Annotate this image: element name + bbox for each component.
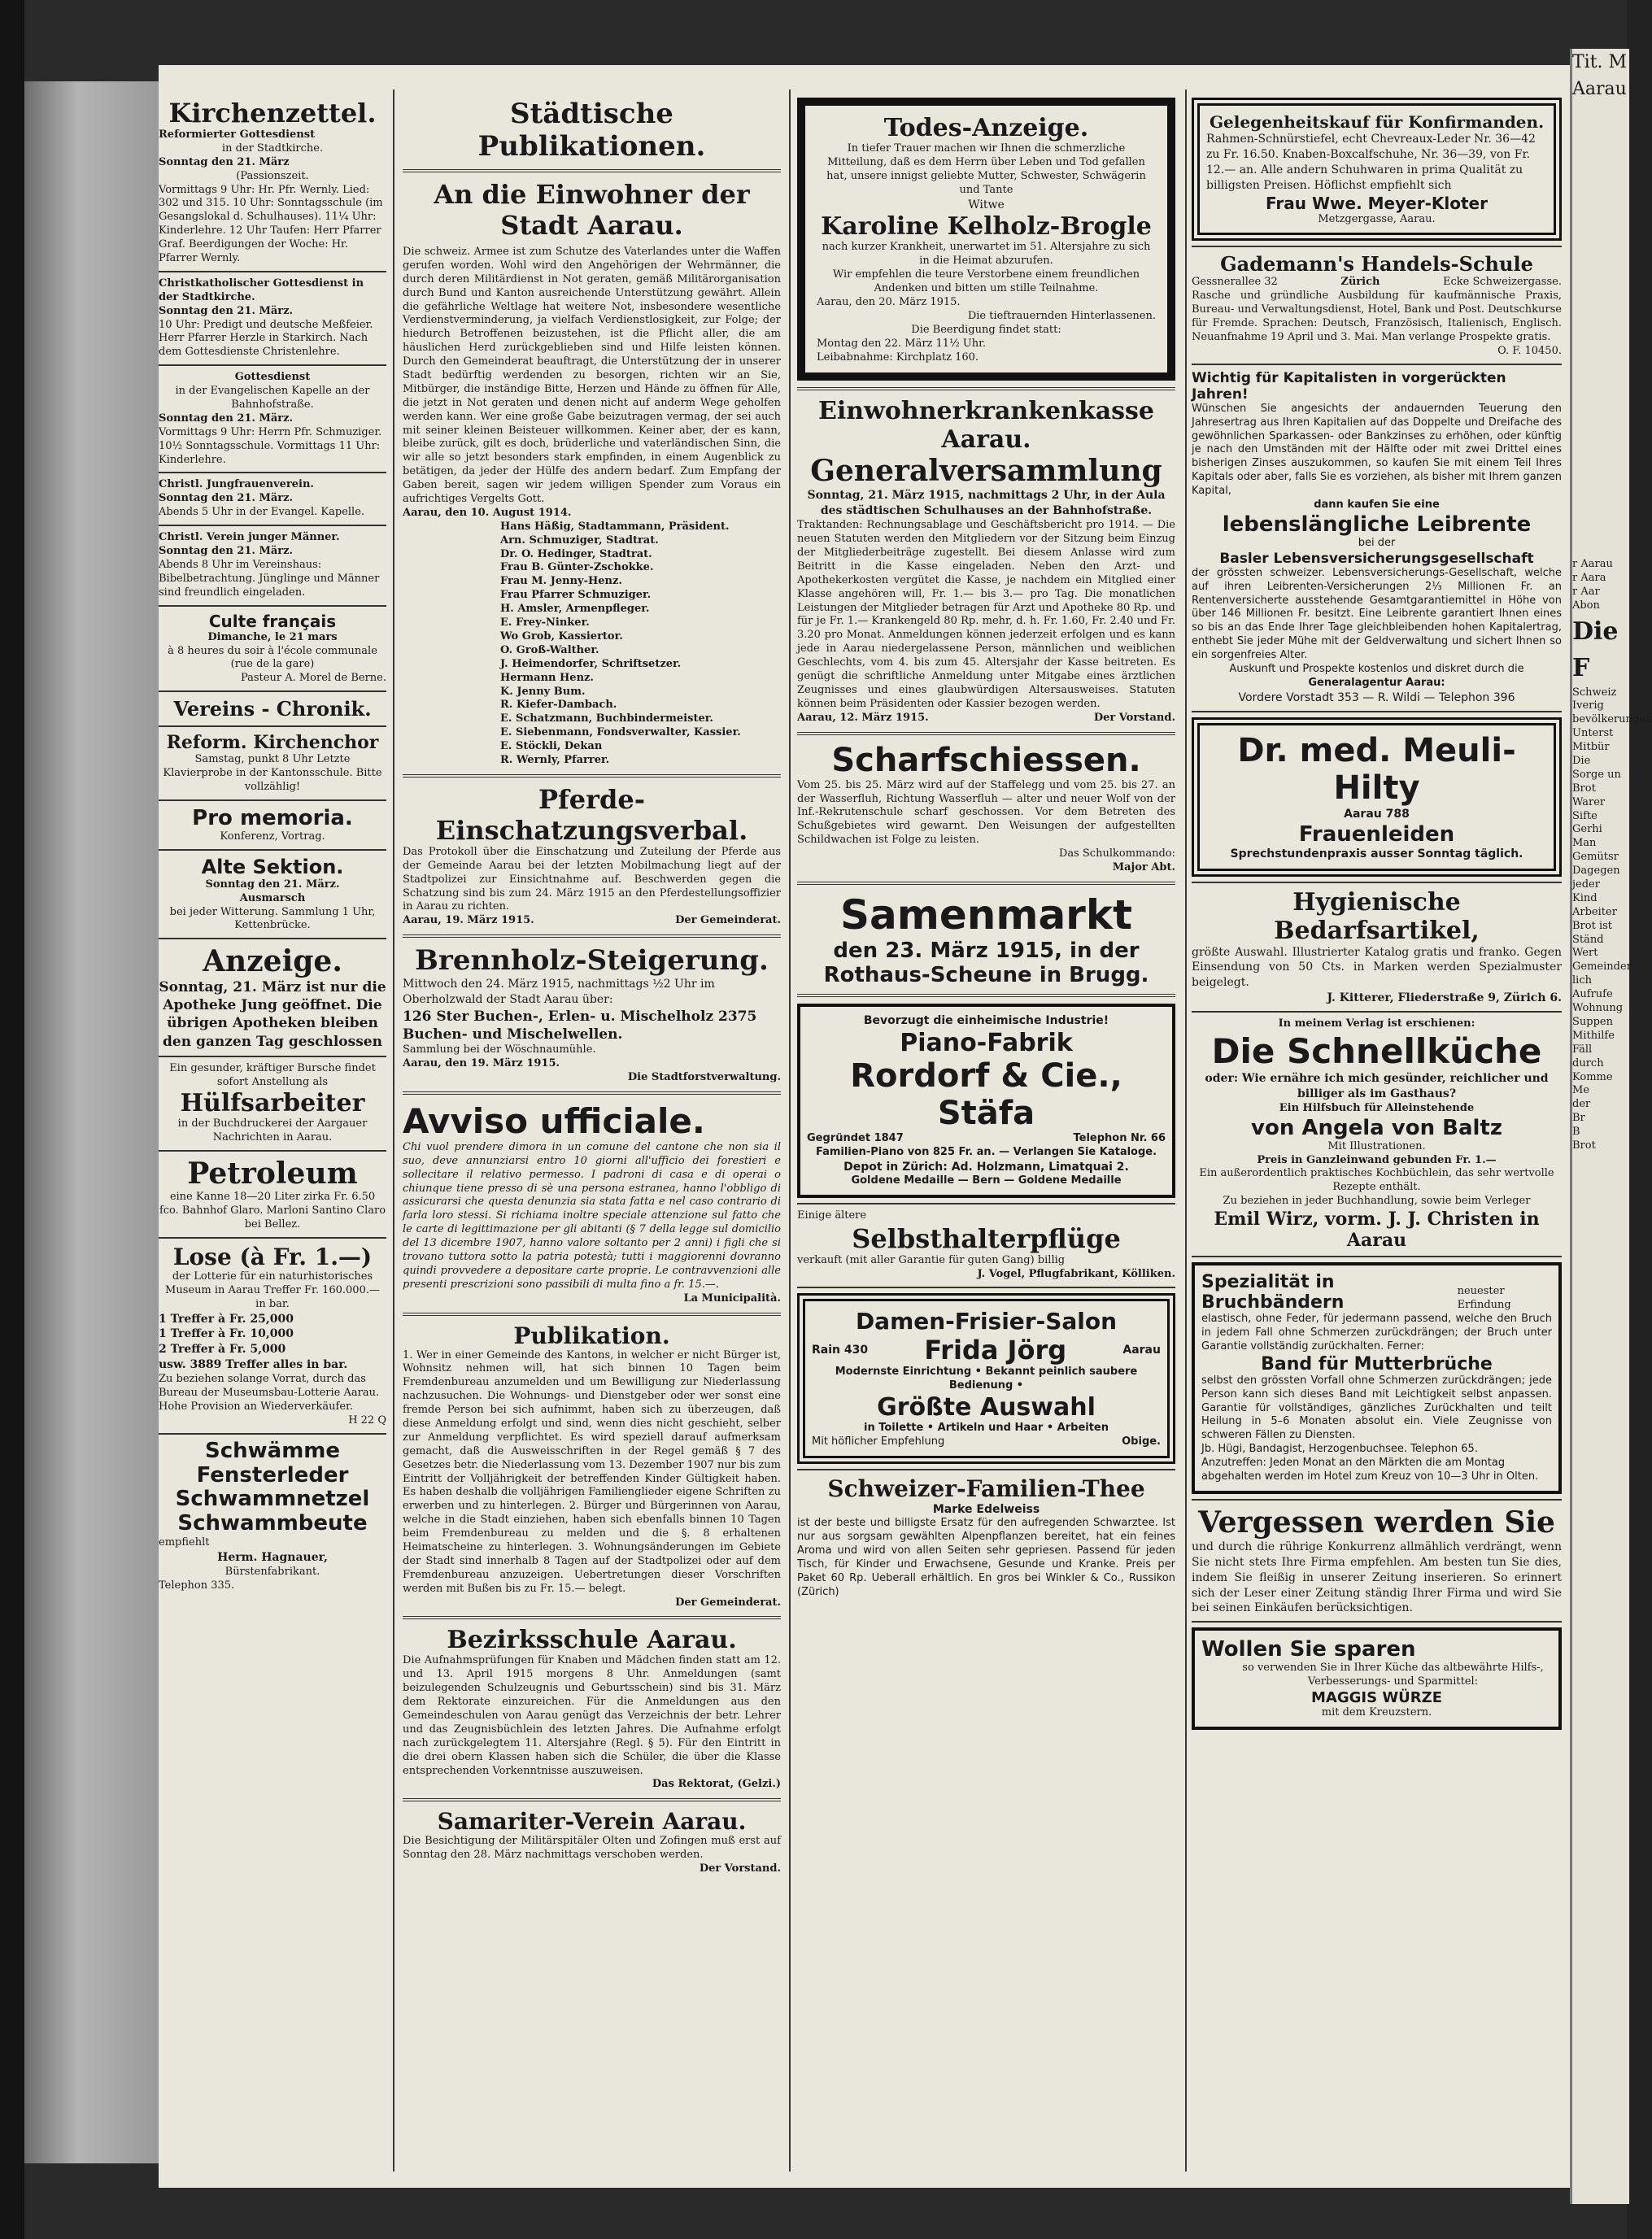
td-title: Todes-Anzeige. xyxy=(883,114,1089,142)
gd-date: Sonntag den 21. März. xyxy=(159,412,294,425)
np-line: der xyxy=(1572,1098,1591,1111)
jm-date: Sonntag den 21. März. xyxy=(159,545,294,558)
np-line: Suppen xyxy=(1572,1015,1613,1028)
jv-date: Sonntag den 21. März. xyxy=(159,492,294,505)
lose-row: 1 Treffer à Fr. 25,000 xyxy=(159,1312,294,1326)
gk-sig2: Metzgergasse, Aarau. xyxy=(1318,212,1436,225)
jm-body: Abends 8 Uhr im Vereinshaus: Bibelbetrachtung. Jünglinge und Männer sind freundlich eingeladen. xyxy=(159,558,380,599)
hilf-title: Hülfsarbeiter xyxy=(180,1089,365,1118)
gd-body2: Vormittags 9 Uhr: Herrn Pfr. Schmuziger. 10½ Sonntagsschule. Vormittags 11 Uhr: Kinderlehre. xyxy=(159,425,382,466)
np-line: B xyxy=(1572,1126,1580,1139)
vw-title: Vergessen werden Sie xyxy=(1198,1505,1555,1540)
bs-body: Die Aufnahmsprüfungen für Knaben und Mädchen finden statt am 12. und 13. April 1915 morgens 8 Uhr. Anmeldungen (samt beizulegenden Schulzeugnis und Geburtsschein) sind bis 31. März dem Rektorate einzureichen. Für die Anmeldungen aus den Gemeindeschulen von Aarau genügt das Verzeichnis der betr. Lehrer und das Zeugnisbüchlein des letzten Jahres. Die Aufnahme erfolgt nach zurückgelegtem 11. Altersjahre (Regl. § 5). Für den Eintritt in die drei obern Klassen haben sich die Schüler, die über die Klasse entsprechenden Vorkenntnisse auszuweisen. xyxy=(403,1654,781,1777)
np-line: Komme xyxy=(1572,1070,1613,1083)
vw-body: und durch die rührige Konkurrenz allmählich verdrängt, wenn Sie nicht stets Ihre Firma empfehlen. Am besten tun Sie dies, indem Sie fleißig in unserer Zeitung inserieren. So erinnert sich der Leser einer Zeitung ständig Ihrer Firma und wird Sie bei seinen Einkäufen berücksichtigen. xyxy=(1192,1540,1562,1615)
lose-row: usw. 3889 Treffer alles in bar. xyxy=(159,1358,348,1372)
ft-sub: Marke Edelweiss xyxy=(932,1502,1040,1516)
bh-body: Mittwoch den 24. März 1915, nachmittags ½2 Uhr im Oberholzwald der Stadt Aarau über: xyxy=(403,978,715,1007)
lose-title: Lose (à Fr. 1.—) xyxy=(172,1243,373,1270)
bh-sig: Die Stadtforstverwaltung. xyxy=(627,1070,781,1083)
np-line: Gemütsr xyxy=(1572,851,1619,864)
ws-title: Wollen Sie sparen xyxy=(1201,1637,1416,1662)
truss-ad xyxy=(1192,1262,1562,1494)
pf-name: Rordorf & Cie., Stäfa xyxy=(850,1056,1122,1132)
ft-body: ist der beste und billigste Ersatz für den aufregenden Schwarztee. Ist nur aus sorgsam gewählten Alpenpflanzen bereitet, hat ein feines Aroma und wird von allen Seiten sehr gepriesen. Passend für jeden Tisch, für Kinder und Erwachsene, Gesunde und Kranke. Preis per Paket 60 Rp. Ueberall erhältlich. En gros bei Winkler & Co., Russikon (Zürich) xyxy=(797,1517,1175,1598)
np-line: lich xyxy=(1572,974,1592,987)
schw-line: Schwammbeute xyxy=(177,1511,368,1536)
pf-title: Pferde-Einschatzungsverbal. xyxy=(435,783,748,846)
column-3 xyxy=(797,98,1175,2171)
ds-line3: Mit höflicher Empfehlung xyxy=(812,1435,945,1448)
lose-body: der Lotterie für ein naturhistorisches Museum in Aarau Treffer Fr. 160.000.— in bar. xyxy=(165,1270,380,1310)
np-line: Brot xyxy=(1572,782,1596,795)
schw-line: Fensterleder xyxy=(196,1462,349,1488)
ds-name: Frida Jörg xyxy=(924,1334,1067,1366)
hs-title: Gademann's Handels-Schule xyxy=(1220,252,1533,277)
an-date: Aarau, den 10. August 1914. xyxy=(403,506,572,519)
ref-body: Vormittags 9 Uhr: Hr. Pfr. Wernly. Lied: 302 und 315. 10 Uhr: Sonntagsschule (im Gesangslokal d. Schulhauses). 11¼ Uhr: Kinderlehre. 12 Uhr Taufen: Herr Pfarrer Graf. Beerdigungen der Woche: Hr. Pfarrer Wernly. xyxy=(159,183,383,265)
gv-when: Sonntag, 21. März 1915, nachmittags 2 Uhr, in der Aula des städtischen Schulhauses an der Bahnhofstraße. xyxy=(807,489,1166,518)
next-page-edge xyxy=(1570,49,1652,2204)
an-name: Wo Grob, Kassiertor. xyxy=(500,629,623,643)
np-line: r Aar xyxy=(1572,585,1600,598)
doctor-ad xyxy=(1192,717,1562,877)
ref-sub: (Passionszeit. xyxy=(236,169,309,182)
np-line: durch xyxy=(1572,1056,1604,1069)
hs-c: Zürich xyxy=(1340,276,1380,289)
gv-title: Generalversammlung xyxy=(810,454,1162,489)
np-line: Schweiz xyxy=(1572,686,1617,699)
np-line: Arbeiter xyxy=(1572,905,1617,918)
bh-body3: Sammlung bei der Wöschnaumühle. xyxy=(403,1043,596,1056)
bh-body2: 126 Ster Buchen-, Erlen- u. Mischelholz 2375 Buchen- und Mischelwellen. xyxy=(403,1008,757,1043)
td-bur3: Leibabnahme: Kirchplatz 160. xyxy=(817,351,979,364)
td-sig: Die tieftrauernden Hinterlassenen. xyxy=(967,309,1156,322)
sk-body3: Zu beziehen in jeder Buchhandlung, sowie beim Verleger xyxy=(1223,1195,1531,1208)
bh-title: Brennholz-Steigerung. xyxy=(415,944,769,978)
gv-sig: Der Vorstand. xyxy=(1093,711,1175,724)
sk-pre: In meinem Verlag ist erschienen: xyxy=(1278,1017,1475,1030)
gd-title: Gottesdienst xyxy=(234,371,311,384)
td-bur2: Montag den 22. März 11½ Uhr. xyxy=(817,337,987,350)
bs-sig: Das Rektorat, (Gelzi.) xyxy=(652,1778,781,1791)
pm-body: Konferenz, Vortrag. xyxy=(220,830,325,843)
kp-bei: bei der xyxy=(1358,536,1396,549)
an-name: Frau M. Jenny-Henz. xyxy=(500,575,622,588)
np-line: r Aarau xyxy=(1572,558,1613,570)
mh-body: Sprechstundenpraxis ausser Sonntag täglich. xyxy=(1230,847,1523,860)
an-name: K. Jenny Bum. xyxy=(500,685,586,698)
gk-sig: Frau Wwe. Meyer-Kloter xyxy=(1266,193,1488,213)
sk-title: Die Schnellküche xyxy=(1211,1030,1542,1071)
jv-body: Abends 5 Uhr in der Evangel. Kapelle. xyxy=(159,506,365,519)
bb-body2: selbst den grössten Vorfall ohne Schmerzen zurückdrängen; jede Person kann sich dieses Band mit Leichtigkeit selbst anpassen. Garantie für vollständiges, gänzliches Zurückhalten und teilt Heilung in 5–6 Monaten absolut ein. Viele Zeugnisse von schweren Fällen zu Diensten. xyxy=(1201,1374,1552,1442)
pf-est: Gegründet 1847 xyxy=(807,1131,904,1144)
an-name: R. Kiefer-Dambach. xyxy=(500,699,617,712)
kp-body2: der grössten schweizer. Lebensversicherungs-Gesellschaft, welche auf ihren Leibrenten-Versicherungen 2⅓ Millionen Fr. an Rentenversicherte ausstehende Gesamtgarantiemittel in Höhe von über 146 Millionen Fr. besitzt. Eine Leibrente garantiert Ihnen eines so bis an das Ende Ihrer Tage gleichbleibenden hohen Kapitalertrag, enthebt Sie jeder Mühe mit der Geldverwaltung und sichert Ihnen so ein sorgenfreies Alter. xyxy=(1192,566,1562,662)
hs-r: Ecke Schweizergasse. xyxy=(1442,276,1562,289)
an-name: Arn. Schmuziger, Stadtrat. xyxy=(500,534,659,547)
td-date: Aarau, den 20. März 1915. xyxy=(817,296,961,309)
ref-date: Sonntag den 21. März xyxy=(159,155,290,168)
an-name: Hermann Henz. xyxy=(500,671,594,684)
np-line: Aufrufe xyxy=(1572,988,1613,1001)
as-title: Alte Sektion. xyxy=(201,855,344,878)
salon-ad xyxy=(797,1293,1175,1464)
as-date: Sonntag den 21. März. xyxy=(205,878,340,891)
lose-row: 1 Treffer à Fr. 10,000 xyxy=(159,1327,294,1341)
mh-title: Dr. med. Meuli-Hilty xyxy=(1237,731,1516,807)
hb-body: größte Auswahl. Illustrierter Katalog gratis und franko. Gegen Einsendung von 50 Cts. in Marken werden Spezialmuster beigelegt. xyxy=(1192,945,1562,990)
sk-body: Ein Hilfsbuch für Alleinstehende xyxy=(1279,1101,1475,1114)
rk-title: Reform. Kirchenchor xyxy=(166,732,379,754)
hilf-body: in der Buchdruckerei der Aargauer Nachrichten in Aarau. xyxy=(177,1117,368,1144)
column-rule xyxy=(789,89,791,2171)
an-name: Frau B. Günter-Zschokke. xyxy=(500,561,654,574)
petr-title: Petroleum xyxy=(187,1157,358,1191)
column-2 xyxy=(403,98,781,2171)
culte-body: à 8 heures du soir à l'école communale (rue de la gare) xyxy=(168,644,377,671)
av-title: Avviso ufficiale. xyxy=(403,1100,705,1141)
np-line: Brot ist xyxy=(1572,919,1613,932)
td-body3: Wir empfehlen die teure Verstorbene einem freundlichen Andenken und bitten um stille Teilnahme. xyxy=(832,268,1140,295)
kp-big: lebenslängliche Leibrente xyxy=(1222,512,1532,537)
sc-sig2: Major Abt. xyxy=(1112,860,1175,873)
an-name: E. Frey-Ninker. xyxy=(500,616,590,629)
an-name: H. Amsler, Armenpfleger. xyxy=(500,603,650,616)
sk-body2: Ein außerordentlich praktisches Kochbüchlein, das sehr wertvolle Rezepte enthält. xyxy=(1199,1167,1554,1194)
av-body: Chi vuol prendere dimora in un comune del cantone che non sia il suo, deve annunziarsi entro 10 giorni all'ufficio dei forestieri e sollecitare il relativo permesso. I padroni di casa e di operai o chiunque tiene presso di sè una persona estranea, hanno l'obbligo di assicurarsi che questa denunzia sia stata fatta e nel caso contrario di farla loro stessi. Si richiama inoltre speciale attenzione sul fatto che le carte di legittimazione per gli abitanti (§ 7 della legge sul domicilio del 13 dicembre 1907, hanno valore soltanto per 2 anni) i figli che si trovano tuttora sotto la patria potestà; tutti i maggiorenni dovranno quindi provvedere a depositare carte proprie. Le contravvenzioni alle presenti prescrizioni sono passibili di multa fino a fr. 15.—. xyxy=(403,1140,781,1291)
rk-body: Samstag, punkt 8 Uhr Letzte Klavierprobe in der Kantonsschule. Bitte vollzählig! xyxy=(163,753,382,793)
newspaper-page xyxy=(159,65,1570,2188)
hs-body: Rasche und gründliche Ausbildung für kaufmännische Praxis, Bureau- und Verwaltungsdienst, Hotel, Bank und Post. Deutschkurse für Fremde. Sprachen: Deutsch, Französisch, Italienisch, Englisch. Neuanfnahme 19 April und 3. Mai. Man verlange Prospekte gratis. xyxy=(1192,290,1562,344)
sp-sig: J. Vogel, Pflugfabrikant, Kölliken. xyxy=(977,1268,1175,1281)
ref-loc: in der Stadtkirche. xyxy=(221,142,324,155)
sv-body: Die Besichtigung der Militärspitäler Olten und Zofingen muß erst auf Sonntag den 28. März nachmittags verschoben werden. xyxy=(403,1835,781,1862)
hb-title: Hygienische Bedarfsartikel, xyxy=(1274,887,1480,945)
kp-co: Basler Lebensversicherungsgesellschaft xyxy=(1219,550,1534,567)
np-line: Die xyxy=(1572,755,1591,768)
ds-city: Aarau xyxy=(1122,1343,1161,1357)
book-binding xyxy=(0,0,24,2239)
ds-line2: in Toilette • Artikeln und Haar • Arbeiten xyxy=(863,1421,1109,1434)
sm-body: den 23. März 1915, in der Rothaus-Scheune in Brugg. xyxy=(823,938,1149,987)
bh-date: Aarau, den 19. März 1915. xyxy=(403,1057,560,1070)
pubk-sig: Der Gemeinderat. xyxy=(675,1596,781,1609)
maggi-ad xyxy=(1192,1627,1562,1730)
sk-by: von Angela von Baltz xyxy=(1251,1115,1502,1140)
np-line: Dagegen xyxy=(1572,865,1620,878)
np-line: Abon xyxy=(1572,599,1600,612)
sk-sig: Emil Wirz, vorm. J. J. Christen in Aarau xyxy=(1214,1209,1540,1252)
sk-ill: Mit Illustrationen. xyxy=(1327,1139,1426,1152)
pf-title: Piano-Fabrik xyxy=(900,1028,1073,1057)
page-gutter xyxy=(24,81,159,2163)
bb-sig: Jb. Hügi, Bandagist, Herzogenbuchsee. Telephon 65. xyxy=(1201,1443,1478,1456)
jm-title: Christl. Verein junger Männer. xyxy=(159,531,340,544)
hb-sig: J. Kitterer, Fliederstraße 9, Zürich 6. xyxy=(1327,991,1562,1005)
kp-title: Wichtig für Kapitalisten in vorgerückten Jahren! xyxy=(1192,369,1506,403)
ds-rain: Rain 430 xyxy=(812,1343,869,1357)
np-line: Mithilfe xyxy=(1572,1029,1615,1042)
td-body2: nach kurzer Krankheit, unerwartet im 51. Altersjahre zu sich in die Heimat abzurufen. xyxy=(822,241,1151,268)
ws-end: mit dem Kreuzstern. xyxy=(1321,1706,1432,1719)
lose-body2: Zu beziehen solange Vorrat, durch das Bureau der Museumsbau-Lotterie Aarau. Hohe Provision an Wiederverkäufer. xyxy=(159,1373,380,1413)
td-bur: Die Beerdigung findet statt: xyxy=(911,323,1061,336)
gv-body: Traktanden: Rechnungsablage und Geschäftsbericht pro 1914. — Die neuen Statuten werden den Mitgliedern vor der Sitzung beim Einzug der Mitgliederbeiträge zugestellt. Bei diesem Anlasse wird zum Beitritt in die Kasse eingeladen. Neben den Arzt- und Apothekerkosten vergütet die Kasse, je nachdem ein Mitglied einer Klasse angehören will, Fr. 1.— bis 3.— pro Tag. Die monatlichen Leistungen der Mitglieder betragen für Arzt und Apotheke 80 Rp. und für je Fr. 1.— Krankengeld 80 Rp. mehr, d. h. Fr. 1.60, Fr. 2.40 und Fr. 3.20 pro Monat. Anmeldungen können jederzeit erfolgen und es kann jede in Aarau niedergelassene Person, männlichen und weiblichen Geschlechts, vom 4. bis zum 45. Altersjahr der Kasse beitreten. Es genügt die schriftliche Anmeldung unter Mitgabe eines ärztlichen Zeugnisses und eines glaubwürdigen Altersausweises. Statuten können beim Präsidenten oder Kassier bezogen werden. xyxy=(797,519,1175,710)
kp-ga: Generalagentur Aarau: xyxy=(1308,676,1445,689)
np-line: Fäll xyxy=(1572,1043,1593,1056)
column-1 xyxy=(159,98,386,2171)
ds-line4: Obige. xyxy=(1122,1435,1161,1448)
ft-title: Schweizer-Familien-Thee xyxy=(827,1475,1145,1502)
sp-pre: Einige ältere xyxy=(797,1209,867,1222)
hs-code: O. F. 10450. xyxy=(1497,344,1562,357)
lose-row: 2 Treffer à Fr. 5,000 xyxy=(159,1343,286,1357)
pf-sig: Der Gemeinderat. xyxy=(675,914,781,927)
kirchenzettel-heading: Kirchenzettel. xyxy=(168,98,377,129)
gk-title: Gelegenheitskauf für Konfirmanden. xyxy=(1209,112,1545,132)
an-name: E. Stöckli, Dekan xyxy=(500,740,603,753)
sk-price: Preis in Ganzleinwand gebunden Fr. 1.— xyxy=(1257,1153,1497,1166)
hs-l: Gessnerallee 32 xyxy=(1192,276,1278,289)
an-name: Frau Pfarrer Schmuziger. xyxy=(500,589,652,602)
petr-body: eine Kanne 18—20 Liter zirka Fr. 6.50 fco. Bahnhof Glaro. Marloni Santino Claro bei Bellez. xyxy=(159,1191,386,1231)
np-line: Ständ xyxy=(1572,933,1604,946)
sc-body: Vom 25. bis 25. März wird auf der Staffelegg und vom 25. bis 27. an der Wasserfluh, Richtung Wasserfluh — alter und neuer Wolf von der Inf.-Rekrutenschule scharf geschossen. Vor dem Betreten des Schußgebietes wird gewarnt. Den Weisungen der aufgestellten Schildwachen ist Folge zu leisten. xyxy=(797,778,1175,847)
ds-line1: Modernste Einrichtung • Bekannt peinlich saubere Bedienung • xyxy=(835,1365,1138,1392)
pf-top: Bevorzugt die einheimische Industrie! xyxy=(863,1013,1109,1027)
piano-ad xyxy=(797,1004,1175,1198)
bs-title: Bezirksschule Aarau. xyxy=(447,1626,737,1655)
pf-body: Familien-Piano von 825 Fr. an. — Verlangen Sie Kataloge. xyxy=(815,1145,1157,1158)
np-line: Warer xyxy=(1572,795,1606,808)
pf-body: Das Protokoll über die Einschatzung und Zuteilung der Pferde aus der Gemeinde Aarau bei der letzten Mobilmachung liegt auf der Stadtpolizei zur Einsichtnahme auf. Beschwerden gegen die Schatzung sind bis zum 24. März 1915 an den Pferdestellungsoffizier in Aarau zu richten. xyxy=(403,845,781,913)
column-rule xyxy=(1185,89,1187,2171)
ref-title: Reformierter Gottesdienst xyxy=(159,129,316,141)
np-line: Mitbür xyxy=(1572,741,1610,754)
pf-medal: Goldene Medaille — Bern — Goldene Medaille xyxy=(851,1174,1122,1187)
ek-title: Einwohnerkrankenkasse Aarau. xyxy=(817,397,1155,455)
column-4 xyxy=(1192,98,1562,2171)
sm-title: Samenmarkt xyxy=(839,891,1132,939)
np-line: Kind xyxy=(1572,891,1598,904)
pub-title: Städtische Publikationen. xyxy=(477,98,706,163)
ds-title: Damen-Frisier-Salon xyxy=(855,1307,1118,1335)
as-body: bei jeder Witterung. Sammlung 1 Uhr, Kettenbrücke. xyxy=(169,905,376,932)
np-line: Tit. M xyxy=(1572,52,1628,72)
gd-body: in der Evangelischen Kapelle an der Bahnhofstraße. xyxy=(175,385,370,412)
vc-title: Vereins - Chronik. xyxy=(173,697,372,721)
schw-tel: Telephon 335. xyxy=(159,1579,235,1592)
an-body: Die schweiz. Armee ist zum Schutze des Vaterlandes unter die Waffen gerufen worden. Wohl wird den Angehörigen der Wehrmänner, die durch deren Militärdienst in Not geraten, gemäß Militärorganisation durch Bund und Kanton ausreichende Unterstützung gewährt. Allein die gefährliche Weltlage hat weitere Not, insbesondere wesentliche Verdienstverminderung, ja vielfach Verdienstlosigkeit, zur Folge; der hiedurch Betroffenen beizustehen, ist die Pflicht aller, die am häuslichen Herd zurückgeblieben sind und Hilfe leisten können. Durch den Gemeinderat beauftragt, die Unterstützung der in unserer Stadt bedürftig werdenden zu besorgen, richten wir an Sie, Mitbürger, die inständige Bitte, Herzen und Hände zu öffnen für Alle, die jetzt in Not geraten und denen nicht auf anderm Wege geholfen werden kann. Wer eine große Gabe beizutragen vermag, der sei auch mit seiner kleinen Beisteuer willkommen. Keiner aber, der es kann, bleibe zurück, gilt es doch, brüderliche und vaterländischen Sinn, die wir alle so jetzt besonders stark empfinden, in einem Augenblick zu betätigen, da jeder der Hülfe des andern bedarf. Zum Empfang der Gaben bereit, sagen wir jedem willigen Spender zum Voraus ein aufrichtiges Vergelts Gott. xyxy=(403,246,781,506)
schw-line: Schwammnetzel xyxy=(175,1487,370,1512)
anz2-body: Ein gesunder, kräftiger Bursche findet sofort Anstellung als xyxy=(169,1061,376,1088)
np-line: Man xyxy=(1572,837,1597,850)
bb-body: elastisch, ohne Feder, für jedermann passend, welche den Bruch in jedem Fall ohne Schmerzen zurückdrängen; der Bruch unter Garantie vollständig zurückhalten. Ferner: xyxy=(1201,1313,1552,1353)
bb-big: Band für Mutterbrüche xyxy=(1261,1353,1493,1374)
an-title: An die Einwohner der Stadt Aarau. xyxy=(434,179,750,241)
np-line: Brot xyxy=(1572,1139,1596,1152)
pm-title: Pro memoria. xyxy=(192,805,353,830)
ws-body: so verwenden Sie in Ihrer Küche das altbewährte Hilfs-, Verbesserungs- und Sparmittel: xyxy=(1242,1662,1544,1688)
as-sub: Ausmarsch xyxy=(239,891,306,904)
an-name: R. Wernly, Pfarrer. xyxy=(500,753,610,766)
shoe-ad xyxy=(1192,98,1562,241)
sv-sig: Der Vorstand. xyxy=(699,1862,781,1875)
schw-sig2: Bürstenfabrikant. xyxy=(224,1566,320,1579)
ws-big: MAGGIS WÜRZE xyxy=(1311,1689,1442,1707)
schw-sig: Herm. Hagnauer, xyxy=(217,1551,328,1565)
an-name: Dr. O. Hedinger, Stadtrat. xyxy=(500,547,652,560)
np-line: Aarau xyxy=(1572,79,1627,99)
an-name: Hans Häßig, Stadtammann, Präsident. xyxy=(500,520,730,533)
np-line: Sifte xyxy=(1572,809,1598,822)
pubk-title: Publikation. xyxy=(513,1322,670,1349)
td-witwe: Witwe xyxy=(968,198,1005,211)
schw-line: Schwämme xyxy=(204,1438,341,1463)
np-line: Unterst xyxy=(1572,727,1614,740)
lose-code: H 22 Q xyxy=(348,1414,386,1427)
an-name: E. Schatzmann, Buchbindermeister. xyxy=(500,712,713,725)
sc-sig: Das Schulkommando: xyxy=(1058,847,1175,860)
np-line: Iverig xyxy=(1572,699,1604,712)
culte-date: Dimanche, le 21 mars xyxy=(207,630,338,643)
anz-title: Anzeige. xyxy=(203,944,342,979)
christ-body: 10 Uhr: Predigt und deutsche Meßfeier. Herr Pfarrer Herzle in Starkirch. Nach dem Gottesdienste Christenlehre. xyxy=(159,318,373,359)
pf-tel: Telephon Nr. 66 xyxy=(1073,1131,1166,1144)
pf-date: Aarau, 19. März 1915. xyxy=(403,914,534,927)
sk-q: oder: Wie ernähre ich mich gesünder, reichlicher und billiger als im Gasthaus? xyxy=(1205,1071,1549,1100)
kp-body3: Auskunft und Prospekte kostenlos und diskret durch die xyxy=(1229,663,1524,676)
bb-body3: Anzutreffen: Jeden Monat an den Märkten die am Montag abgehalten werden im Hotel zum Kreuz von 10—3 Uhr in Olten. xyxy=(1201,1457,1539,1483)
schw-body: empfiehlt xyxy=(159,1536,210,1549)
np-line: Wert xyxy=(1572,947,1598,960)
culte-sig: Pasteur A. Morel de Berne. xyxy=(240,672,386,685)
culte-title: Culte français xyxy=(208,611,337,631)
mh-sub: Frauenleiden xyxy=(1298,821,1455,847)
sp-body: verkauft (mit aller Garantie für guten Gang) billig xyxy=(797,1254,1066,1267)
np-line: jeder xyxy=(1572,878,1600,891)
kp-addr: Vordere Vorstadt 353 — R. Wildi — Telephon 396 xyxy=(1238,690,1515,704)
gv-date: Aarau, 12. März 1915. xyxy=(797,711,929,724)
np-line: r Aara xyxy=(1572,571,1606,584)
sc-title: Scharfschiessen. xyxy=(831,741,1141,779)
np-line: Wohnung xyxy=(1572,1002,1624,1015)
anz-body: Sonntag, 21. März ist nur die Apotheke Jung geöffnet. Die übrigen Apotheken bleiben den ganzen Tag geschlossen xyxy=(159,979,386,1050)
christ-title: Christkatholischer Gottesdienst in der Stadtkirche. xyxy=(159,277,364,303)
np-line: Me xyxy=(1572,1084,1590,1097)
td-body: In tiefer Trauer machen wir Ihnen die schmerzliche Mitteilung, daß es dem Herrn über Leben und Tod gefallen hat, unsere innigst geliebte Mutter, Schwester, Schwägerin und Tante xyxy=(826,142,1146,196)
sv-title: Samariter-Verein Aarau. xyxy=(437,1808,747,1836)
ds-big: Größte Auswahl xyxy=(877,1392,1096,1422)
an-name: O. Groß-Walther. xyxy=(500,643,599,656)
av-sig: La Municipalità. xyxy=(683,1292,781,1305)
np-line: Gerhi xyxy=(1572,823,1602,836)
np-line: Gemeinder xyxy=(1572,961,1632,974)
pubk-body: 1. Wer in einer Gemeinde des Kantons, in welcher er nicht Bürger ist, Wohnsitz nehmen will, hat sich binnen 10 Tagen beim Fremdenbureau anzumelden und um Bewilligung zur Niederlassung nachzusuchen. Die Wohnungs- und Dienstgeber oder wer sonst eine fremde Person bei sich aufnimmt, haben sich zu überzeugen, daß diese Anmeldung erfolgt und sind, wenn dies nicht geschieht, selber zur Anmeldung verpflichtet. Es wird speziell darauf aufmerksam gemacht, daß die Ausweisschriften in der Regel gemäß § 7 des Gesetzes betr. die Niederlassung vom 13. Dezember 1907 nur bis zum Eintritt der Volljährigkeit der betreffenden Kinder Gültigkeit haben. Es haben deshalb die volljährigen Familienglieder eigene Schriften zu erwerben und zu hinterlegen. 2. Bürger und Bürgerinnen von Aarau, welche in die Stadt einziehen, haben sich ebenfalls binnen 10 Tagen beim Fremdenbureau zu melden und die §. 8 erhaltenen Heimatscheine zu hinterlegen. 3. Wohnungsänderungen im Gebiete der Stadt sind innerhalb 8 Tagen auf der Stadtpolizei oder auf dem Fremdenbureau anzuzeigen. Uebertretungen dieser Vorschriften werden mit Bußen bis zu Fr. 15.— belegt. xyxy=(403,1348,781,1595)
np-line: Sorge un xyxy=(1572,768,1621,781)
np-line: Die F xyxy=(1572,616,1619,682)
an-name: E. Siebenmann, Fondsverwalter, Kassier. xyxy=(500,726,741,739)
bb-title: Spezialität in Bruchbändern xyxy=(1201,1272,1345,1313)
jv-title: Christl. Jungfrauenverein. xyxy=(159,478,314,491)
bb-sub: neuester Erfindung xyxy=(1457,1285,1511,1312)
death-notice xyxy=(797,98,1175,381)
an-name: J. Heimendorfer, Schriftsetzer. xyxy=(500,657,682,670)
kp-then: dann kaufen Sie eine xyxy=(1314,499,1440,512)
pf-depot: Depot in Zürich: Ad. Holzmann, Limatquai 2. xyxy=(843,1160,1129,1174)
kp-body: Wünschen Sie angesichts der andauernden Teuerung den Jahresertrag aus Ihren Kapitalien auf das Doppelte und Dreifache des gewöhnlichen Sparkassen- oder Bankzinses zu erhöhen, oder künftig je nach den Umständen mit der Hälfte oder mit zwei Drittel eines bisherigen Zinses auszukommen, so kaufen Sie mit einem Teil Ihres Kapitals oder aber, falls Sie es vorziehen, als bisher mit Ihrem ganzen Kapital, xyxy=(1192,402,1562,498)
christ-date: Sonntag den 21. März. xyxy=(159,304,294,317)
sp-title: Selbsthalterpflüge xyxy=(852,1223,1121,1255)
np-line: bevölkerungen xyxy=(1572,713,1652,726)
column-rule xyxy=(393,89,394,2171)
np-line: Br xyxy=(1572,1112,1585,1125)
td-name: Karoline Kelholz-Brogle xyxy=(821,212,1152,242)
gk-body: Rahmen-Schnürstiefel, echt Chevreaux-Leder Nr. 36—42 zu Fr. 16.50. Knaben-Boxcalfschuhe, Nr. 36—39, von Fr. 12.— an. Alle andern Schuhwaren in prima Qualität zu billigsten Preisen. Höflichst empfiehlt sich xyxy=(1206,133,1536,192)
mh-city: Aarau 788 xyxy=(1344,807,1410,821)
